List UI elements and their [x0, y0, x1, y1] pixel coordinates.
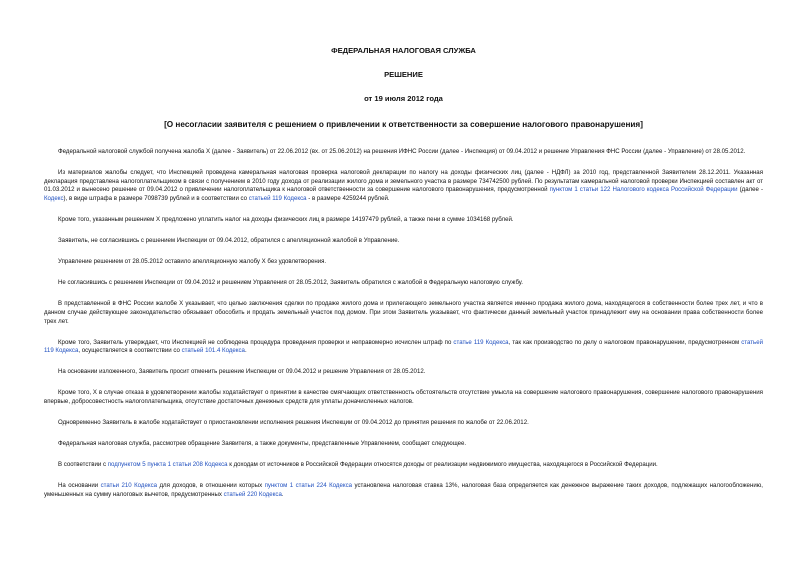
paragraph-6: Не согласившись с решением Инспекции от 09.04.2012 и решением Управления от 28.05.2012, Заявитель обратился с жалобой в Федеральную налоговую службу. — [58, 279, 523, 287]
paragraph-7: В представленной в ФНС России жалобе Х указывает, что целью заключения сделки по продаже жилого дома и прилегающего земельного участка является именно продажа жилого дома, находящегося в собственности более трех лет, и что в данном случае действующее законодательство обязывает обособить и продать земельный участок под домом. При этом Заявитель указывает, что фактически данный земельный участок принадлежит ему на основании права собственности более трех лет. — [44, 300, 763, 325]
text-segment: к доходам от источников в Российской Федерации относятся доходы от реализации недвижимого имущества, находящегося в Российской Федерации. — [227, 461, 658, 469]
paragraph-2 — [44, 169, 763, 203]
text-segment: для доходов, в отношении которых — [157, 482, 265, 490]
paragraph-11: Одновременно Заявитель в жалобе ходатайствует о приостановлении исполнения решения Инспекции от 09.04.2012 до принятия решения по жалобе от 22.06.2012. — [58, 419, 529, 427]
paragraph-13 — [44, 461, 763, 470]
paragraph-5: Управление решением от 28.05.2012 оставило апелляционную жалобу Х без удовлетворения. — [58, 258, 327, 266]
law-link[interactable]: статьей 101.4 Кодекса — [181, 347, 245, 355]
paragraph-12: Федеральная налоговая служба, рассмотрев обращение Заявителя, а также документы, представленные Управлением, сообщает следующее. — [58, 440, 467, 448]
law-link[interactable]: пунктом 1 статьи 122 Налогового кодекса Российской Федерации — [549, 186, 738, 194]
paragraph-1: Федеральной налоговой службой получена жалоба Х (далее - Заявитель) от 22.06.2012 (вх. от 25.06.2012) на решения ИФНС России (далее - Инспекция) от 09.04.2012 и решение Управления ФНС России (далее - Управление) от 28.05.2012. — [58, 148, 746, 155]
doc-subject: [О несогласии заявителя с решением о привлечении к ответственности за совершение налогового правонарушения] — [164, 120, 643, 129]
paragraph-4: Заявитель, не согласившись с решением Инспекции от 09.04.2012, обратился с апелляционной жалобой в Управление. — [58, 237, 400, 245]
paragraph-10: Кроме того, Х в случае отказа в удовлетворении жалобы ходатайствует о принятии в качестве смягчающих ответственность обстоятельств отсутствие умысла на совершение налогового правонарушения, совершение налогового правонарушения впервые, добросовестность налогоплательщика, отсутствие достаточных денежных средств для уплаты доначисленных налогов. — [44, 389, 763, 405]
law-link[interactable]: статьей 119 Кодекса — [44, 338, 763, 355]
law-link[interactable]: статье 119 Кодекса — [453, 338, 509, 346]
paragraph-14 — [44, 482, 763, 499]
text-segment: . — [281, 490, 284, 498]
law-link[interactable]: Кодекс — [44, 194, 64, 202]
text-segment: , осуществляется в соответствии со — [78, 347, 182, 355]
law-link[interactable]: статьей 119 Кодекса — [248, 194, 307, 202]
law-link[interactable]: пунктом 1 статьи 224 Кодекса — [264, 482, 353, 490]
org-title: ФЕДЕРАЛЬНАЯ НАЛОГОВАЯ СЛУЖБА — [331, 46, 476, 55]
doc-date: от 19 июля 2012 года — [364, 94, 443, 103]
paragraph-9: На основании изложенного, Заявитель просит отменить решение Инспекции от 09.04.2012 и решение Управления от 28.05.2012. — [58, 368, 426, 376]
text-segment: ), в виде штрафа в размере 7098739 рублей и в соответствии со — [63, 194, 249, 202]
text-segment: установлена налоговая ставка 13%, налоговая база определяется как денежное выражение таких доходов, подлежащих налогообложению, уменьшенных на сумму налоговых вычетов, предусмотренных — [44, 482, 763, 498]
doc-type-title: РЕШЕНИЕ — [384, 70, 423, 79]
text-segment: Кроме того, Заявитель утверждает, что Инспекцией не соблюдена процедура проведения проверки и неправомерно исчислен штраф по — [58, 338, 454, 346]
text-segment: На основании — [58, 482, 101, 490]
text-segment: В соответствии с — [58, 461, 108, 469]
law-link[interactable]: статьи 210 Кодекса — [100, 482, 158, 490]
paragraph-8 — [44, 339, 763, 356]
law-link[interactable]: статьей 220 Кодекса — [223, 490, 282, 498]
document-body — [44, 148, 763, 500]
text-segment: Из материалов жалобы следует, что Инспекцией проведена камеральная налоговая проверка налоговой декларации по налогу на доходы физических лиц (далее - НДФЛ) за 2010 год, представленной Заявителем 28.12.2011. Указанная декларация представлена налогоплательщиком в связи с получением в 2010 году дохода от реализации жилого дома и земельного участка в размере 734742500 рублей. По результатам камеральной налоговой проверки Инспекцией составлен акт от 01.03.2012 и вынесено решение от 09.04.2012 о привлечении налогоплательщика к налоговой ответственности за совершение налогового правонарушения, предусмотренной — [44, 169, 763, 194]
paragraph-3: Кроме того, указанным решением Х предложено уплатить налог на доходы физических лиц в размере 14197479 рублей, а также пени в сумме 1034168 рублей. — [58, 215, 514, 223]
law-link[interactable]: подпунктом 5 пункта 1 статьи 208 Кодекса — [107, 461, 228, 469]
text-segment: (далее - — [737, 186, 763, 194]
text-segment: , так как производство по делу о налоговом правонарушении, предусмотренном — [508, 338, 742, 346]
text-segment: - в размере 4259244 рублей. — [306, 194, 390, 202]
text-segment: . — [244, 347, 247, 355]
